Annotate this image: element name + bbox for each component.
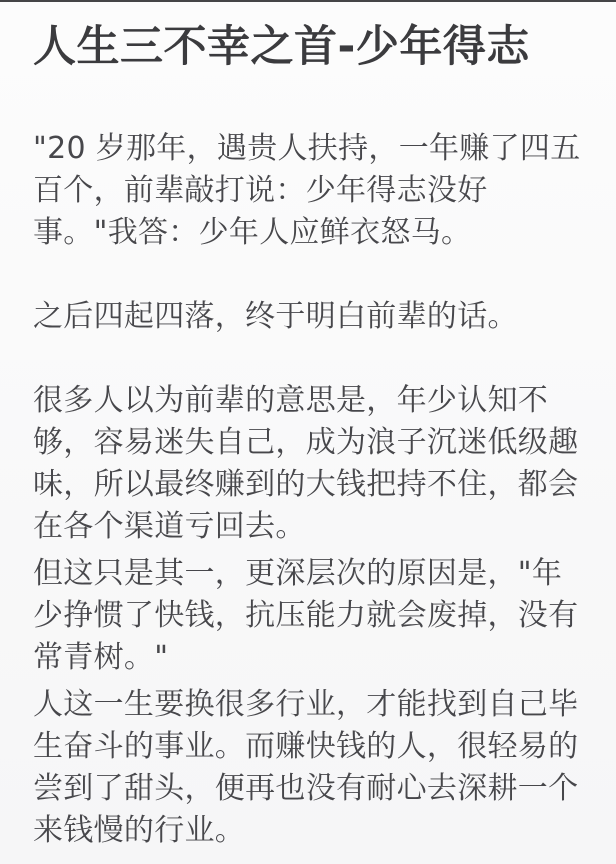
article-body — [33, 128, 584, 852]
paragraph: 但这只是其一，更深层次的原因是，"年少挣惯了快钱，抗压能力就会废掉，没有常青树。" — [33, 555, 579, 675]
paragraph: 很多人以为前辈的意思是，年少认知不够，容易迷失自己，成为浪子沉迷低级趣味，所以最终赚到的大钱把持不住，都会在各个渠道亏回去。 — [33, 382, 579, 544]
article-page — [0, 2, 616, 852]
paragraph: "20 岁那年，遇贵人扶持，一年赚了四五百个，前辈敲打说：少年得志没好事。"我答：少年人应鲜衣怒马。 — [33, 130, 581, 250]
article-title: 人生三不幸之首-少年得志 — [33, 22, 530, 72]
paragraph: 之后四起四落，终于明白前辈的话。 — [33, 298, 518, 334]
paragraph: 人这一生要换很多行业，才能找到自己毕生奋斗的事业。而赚快钱的人，很轻易的尝到了甜头，便再也没有耐心去深耕一个来钱慢的行业。 — [33, 686, 579, 848]
